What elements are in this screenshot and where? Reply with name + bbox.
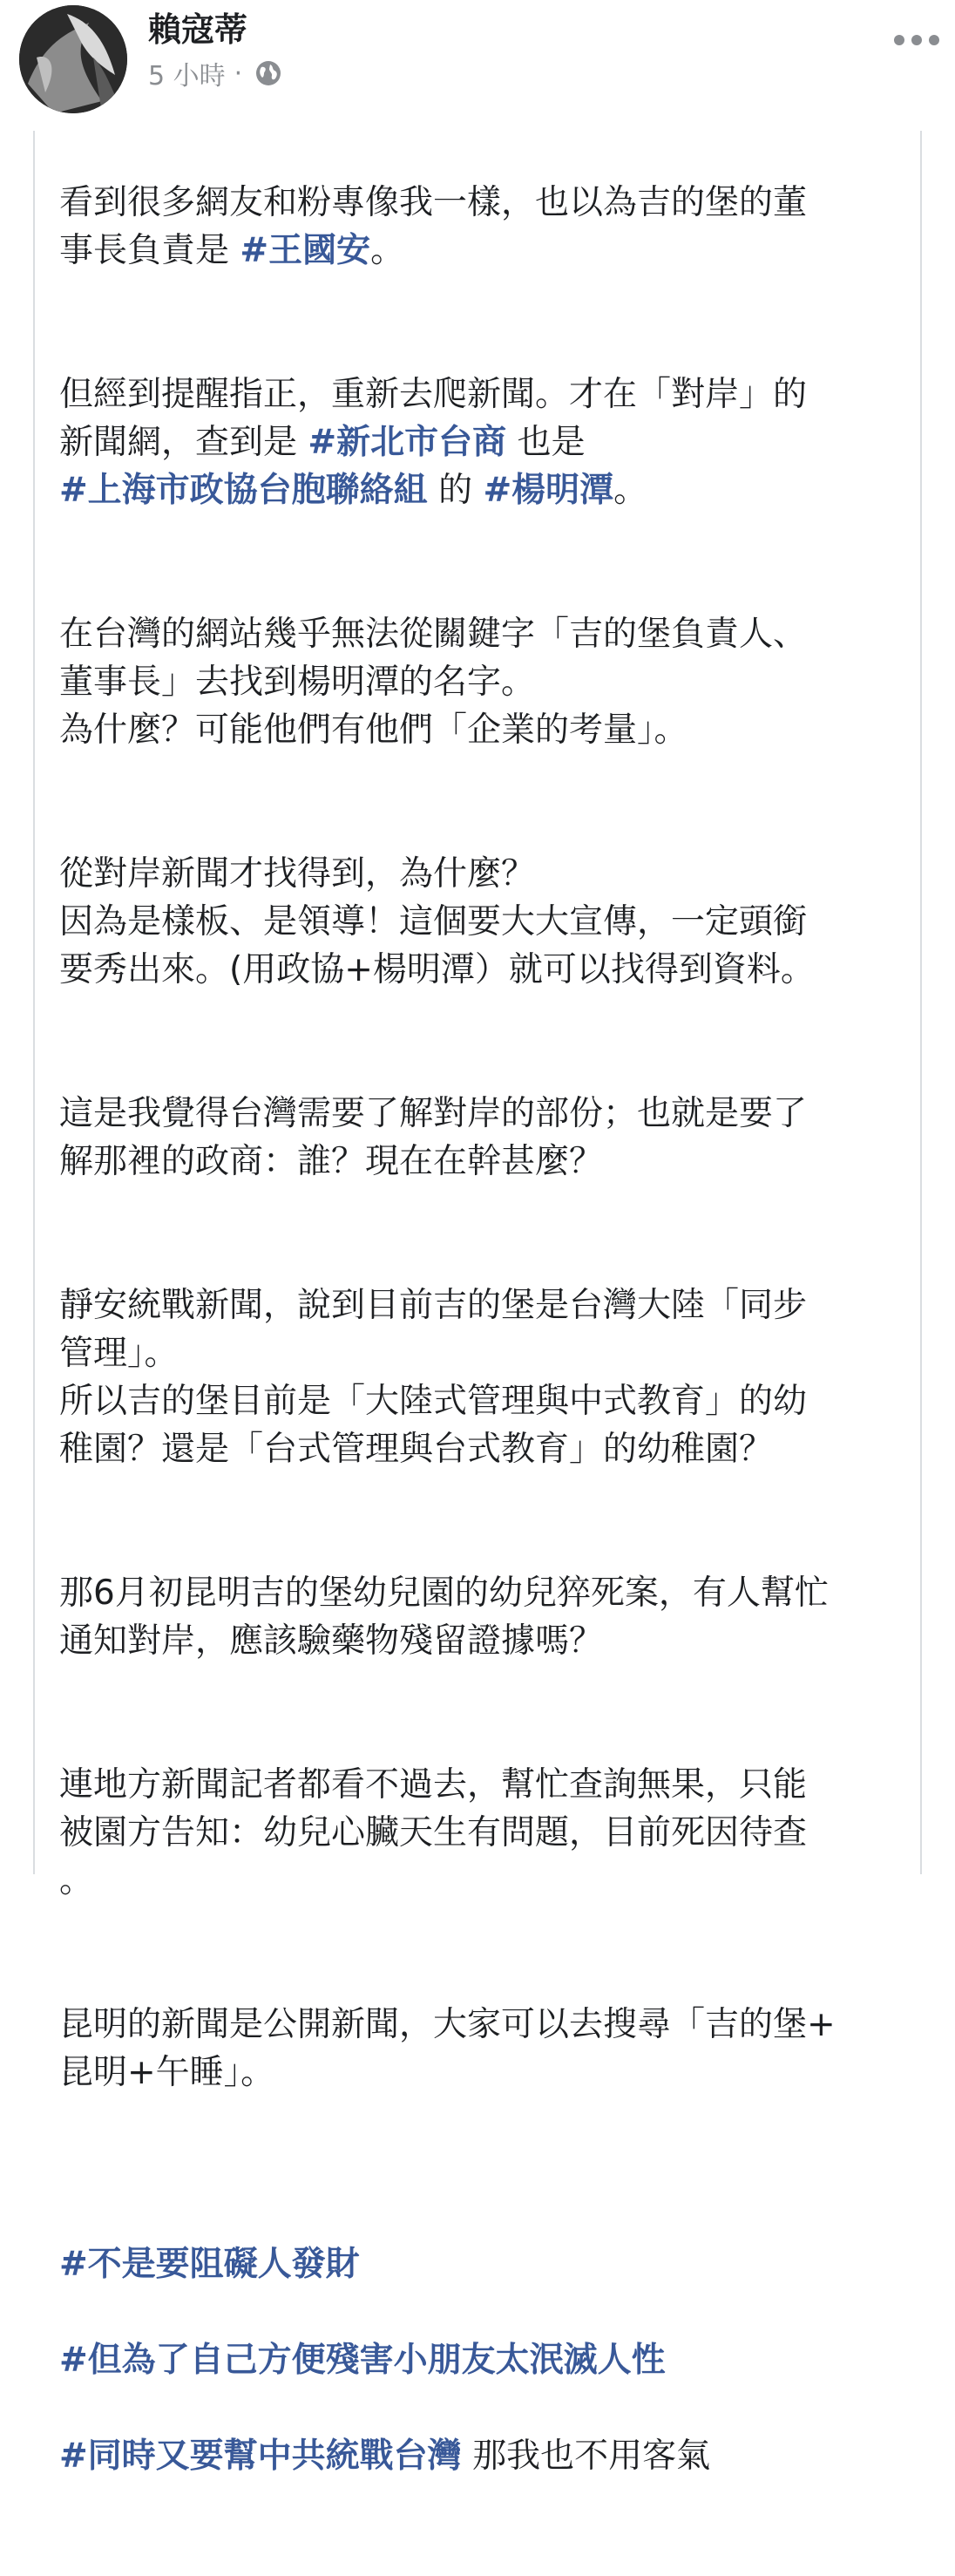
avatar[interactable] [19,5,127,113]
meta-separator: · [234,58,243,89]
hashtag-block [59,2192,922,2528]
text-span: 。 [370,231,405,270]
hashtag-link[interactable]: #不是要阻礙人發財 [59,2245,360,2284]
paragraph-2 [59,370,922,514]
post-text [59,131,922,2576]
post-body [33,131,922,2476]
paragraph-1 [59,179,922,275]
text-span: 看到很多網友和粉專像我一樣，也以為吉的堡的董 事長負責是 [59,183,808,270]
paragraph-7: 那6月初昆明吉的堡幼兒園的幼兒猝死案，有人幫忙 通知對岸，應該驗藥物殘留證據嗎？ [59,1573,829,1661]
hashtag-link[interactable]: #楊明潭 [483,471,614,510]
paragraph-8: 連地方新聞記者都看不過去，幫忙查詢無果，只能 被園方告知：幼兒心臟天生有問題，目前死因待查 。 [59,1765,808,1900]
globe-icon[interactable] [254,59,282,87]
text-span: 的 [427,471,484,510]
paragraph-6: 靜安統戰新聞，說到目前吉的堡是台灣大陸「同步 管理」。 所以吉的堡目前是「大陸式管理與中式教育」的幼 稚園？還是「台式管理與台式教育」的幼稚園？ [59,1286,808,1469]
post-meta [148,54,282,92]
text-span: 但經到提醒指正，重新去爬新聞。才在「對岸」的 新聞網，查到是 [59,375,808,462]
paragraph-3: 在台灣的網站幾乎無法從關鍵字「吉的堡負責人、 董事長」去找到楊明潭的名字。 為什麼？可能他們有他們「企業的考量」。 [59,615,808,750]
post-header [0,0,955,129]
paragraph-9: 昆明的新聞是公開新聞，大家可以去搜尋「吉的堡+ 昆明+午睡」。 [59,2005,836,2092]
text-span: 。 [613,471,648,510]
hashtag-link[interactable]: #但為了自己方便殘害小朋友太泯滅人性 [59,2341,666,2380]
post-time[interactable]: 5 小時 [148,61,226,92]
paragraph-4: 從對岸新聞才找得到，為什麼？ 因為是樣板、是領導！這個要大大宣傳，一定頭銜 要秀出來。(用政協+楊明潭）就可以找得到資料。 [59,854,815,989]
more-options-icon[interactable] [894,30,939,51]
author-name[interactable]: 賴寇蒂 [148,10,248,49]
hashtag-link[interactable]: #新北市台商 [308,423,507,462]
text-span: 那我也不用客氣 [461,2437,711,2476]
text-span: 也是 [517,423,586,462]
hashtag-link[interactable]: #王國安 [240,231,371,270]
paragraph-5: 這是我覺得台灣需要了解對岸的部份；也就是要了 解那裡的政商：誰？現在在幹甚麼？ [59,1094,808,1181]
hashtag-link[interactable]: #同時又要幫中共統戰台灣 [59,2437,462,2476]
hashtag-link[interactable]: #上海市政協台胞聯絡組 [59,471,428,510]
